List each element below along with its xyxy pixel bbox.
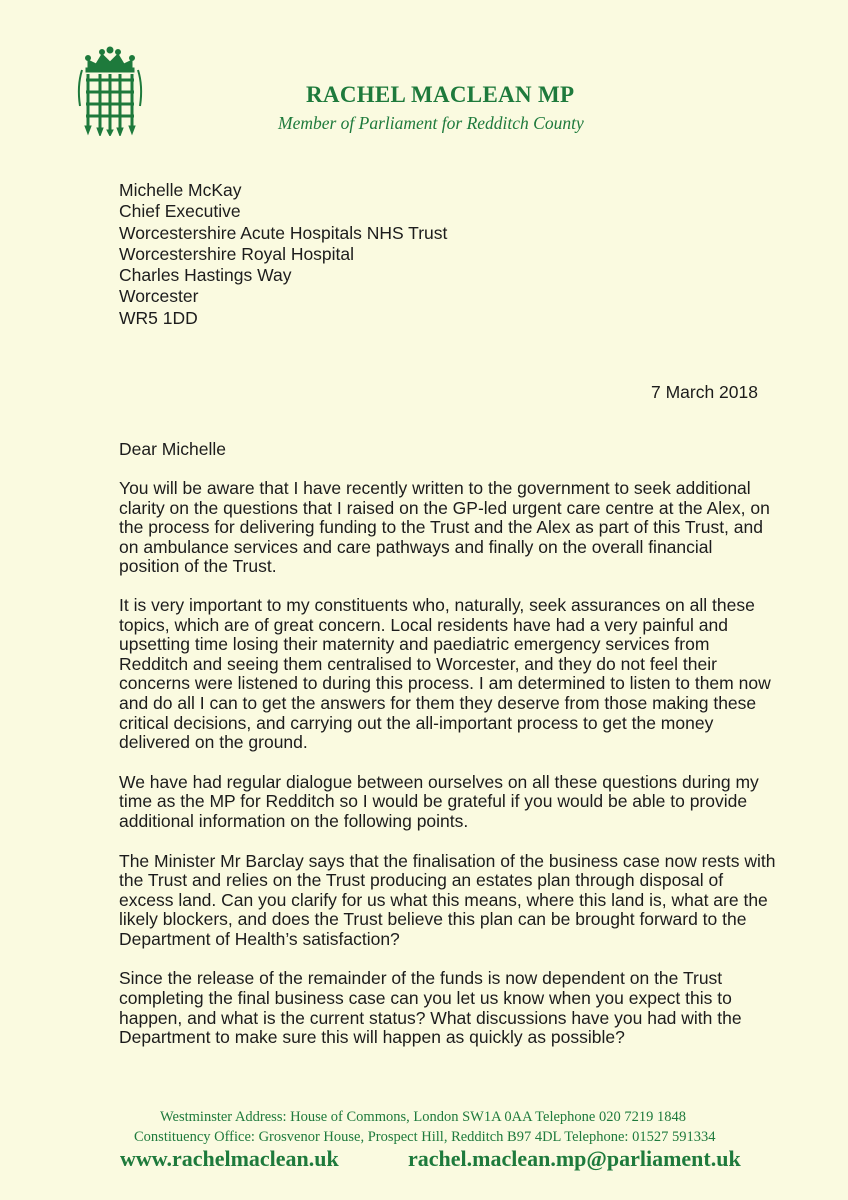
paragraph-line: concerns were listened to during this process. I am determined to listen to them now	[119, 673, 771, 694]
footer-constituency-address: Constituency Office: Grosvenor House, Prospect Hill, Redditch B97 4DL Telephone: 01527 591334	[134, 1129, 716, 1145]
recipient-address	[119, 180, 447, 329]
paragraph-line: delivered on the ground.	[119, 732, 308, 753]
paragraph-line: clarity on the questions that I raised on the GP-led urgent care centre at the Alex, on	[119, 497, 770, 518]
recipient-line: Charles Hastings Way	[119, 265, 292, 286]
paragraph-line: Since the release of the remainder of the funds is now dependent on the Trust	[119, 968, 723, 989]
paragraph-line: position of the Trust.	[119, 556, 277, 577]
paragraph-line: The Minister Mr Barclay says that the finalisation of the business case now rests with	[119, 850, 776, 871]
paragraph-line: likely blockers, and does the Trust believe this plan can be brought forward to the	[119, 909, 747, 930]
recipient-line: WR5 1DD	[119, 307, 198, 328]
paragraph-line: additional information on the following points.	[119, 810, 469, 831]
letter-date: 7 March 2018	[650, 382, 758, 402]
recipient-line: Worcestershire Acute Hospitals NHS Trust	[119, 222, 448, 243]
footer-email-link[interactable]: rachel.maclean.mp@parliament.uk	[408, 1146, 741, 1171]
paragraph	[119, 850, 776, 950]
paragraph-line: You will be aware that I have recently written to the government to seek additional	[119, 478, 751, 498]
footer-website-link[interactable]: www.rachelmaclean.uk	[120, 1146, 339, 1171]
paragraph-line: critical decisions, and carrying out the all-important process to get the money	[119, 712, 714, 733]
paragraph-line: the Trust and relies on the Trust producing an estates plan through disposal of	[119, 870, 724, 891]
recipient-line: Michelle McKay	[119, 180, 242, 200]
paragraph-line: and do all I can to get the answers for them they deserve from those making these	[119, 692, 757, 713]
letter-body	[119, 478, 776, 1068]
recipient-line: Chief Executive	[119, 201, 241, 222]
recipient-line: Worcestershire Royal Hospital	[119, 243, 355, 264]
paragraph-line: completing the final business case can you let us know when you expect this to	[119, 988, 732, 1009]
paragraph-line: the process for delivering funding to the Trust and the Alex as part of this Trust, and	[119, 517, 763, 538]
mp-role: Member of Parliament for Redditch County	[278, 113, 584, 133]
portcullis-icon	[74, 46, 146, 136]
mp-name: RACHEL MACLEAN MP	[306, 82, 575, 107]
paragraph-line: We have had regular dialogue between ourselves on all these questions during my	[119, 771, 759, 792]
salutation: Dear Michelle	[119, 439, 226, 459]
paragraph-line: Department to make sure this will happen as quickly as possible?	[119, 1027, 625, 1048]
paragraph-line: time as the MP for Redditch so I would be grateful if you would be able to provide	[119, 791, 748, 812]
paragraph	[119, 969, 769, 1047]
paragraph-line: upsetting time losing their maternity and paediatric emergency services from	[119, 634, 710, 655]
paragraph-line: It is very important to my constituents who, naturally, seek assurances on all these	[119, 594, 755, 615]
paragraph-line: happen, and what is the current status? What discussions have you had with the	[119, 1007, 742, 1028]
paragraph	[119, 773, 769, 832]
paragraph	[119, 479, 769, 577]
footer-westminster-address: Westminster Address: House of Commons, London SW1A 0AA Telephone 020 7219 1848	[160, 1109, 686, 1125]
paragraph-line: Redditch and seeing them centralised to Worcester, and they do not feel their	[119, 653, 717, 674]
paragraph-line: excess land. Can you clarify for us what this means, where this land is, what are the	[119, 889, 768, 910]
paragraph-line: topics, which are of great concern. Local residents have had a very painful and	[119, 614, 728, 635]
paragraph	[119, 596, 769, 753]
paragraph-line: Department of Health’s satisfaction?	[119, 928, 400, 949]
recipient-line: Worcester	[119, 286, 199, 307]
paragraph-line: on ambulance services and care pathways and finally on the overall financial	[119, 536, 713, 557]
